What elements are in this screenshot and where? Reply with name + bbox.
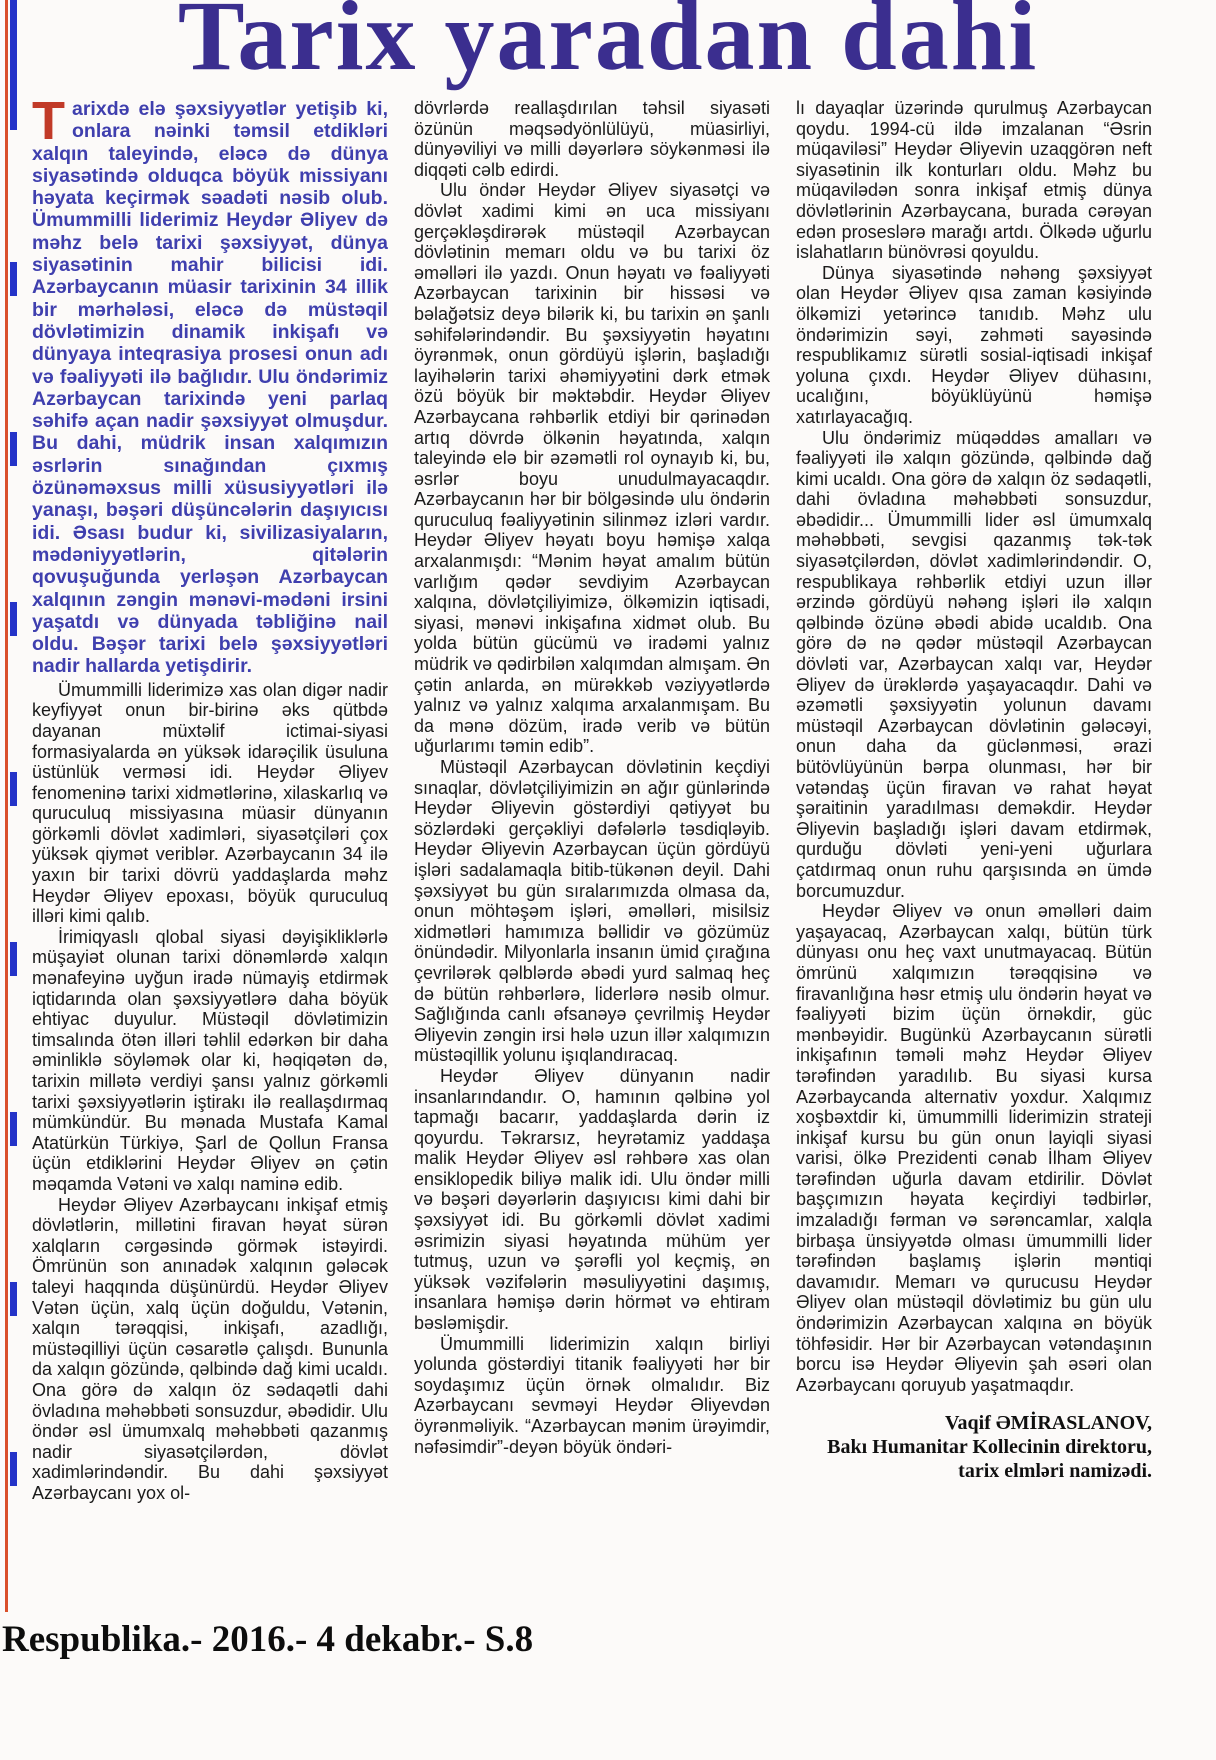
page-edge-blue-bar [10,0,17,130]
column-3 [796,98,1152,1628]
column-2 [414,98,770,1628]
paragraph: İrimiqyaslı qlobal siyasi dəyişikliklərlə müşayiət olunan tarixi dönəmlərdə xalqın mənafeyinə uyğun iradə nümayiş etdirmək iqtidarında olan şəxsiyyətlərə daha böyük ehtiyac duyulur. Müstəqil dövlətimizin timsalında ötən illəri təhlil edərkən bir daha əminliklə söyləmək olar ki, həqiqətən də, tarixin millətə verdiyi şansı yalnız görkəmli tarixi şəxsiyyətlərin iştirakı ilə reallaşdırmaq mümkündür. Bu mənada Mustafa Kamal Atatürkün Türkiyə, Şarl de Qollun Fransa üçün etdiklərini Heydər Əliyev ən çətin məqamda Vətəni və xalqı naminə edib. [32,926,388,1194]
paragraph: Heydər Əliyev və onun əməlləri daim yaşayacaq, Azərbaycan xalqı, bütün türk dünyası onu heç vaxt unutmayacaq. Bütün ömrünü xalqımızın tərəqqisinə və firavanlığına həsr etmiş ulu öndərin həyat və fəaliyyəti bizim üçün örnəkdir, güc mənbəyidir. Bugünkü Azərbaycanın sürətli inkişafının təməli məhz Heydər Əliyev tərəfindən yaradılıb. Bu siyasi kursa Azərbaycanda alternativ yoxdur. Xalqımız xoşbəxtdir ki, ümummilli liderimizin strateji inkişaf kursu bu gün onun layiqli siyasi varisi, ölkə Prezidenti cənab İlham Əliyev tərəfindən uğurla davam etdirilir. Dövlət başçımızın həyata keçirdiyi tədbirlər, imzaladığı fərman və sərəncamlar, xalqla birbaşa ünsiyyətdə olması ümummilli lider tərəfindən başlamış işlərin məntiqi davamıdır. Memarı və qurucusu Heydər Əliyev olan müstəqil dövlətimiz bu gün ulu öndərimizin Azərbaycan xalqına ən böyük töhfəsidir. Hər bir Azərbaycan vətəndaşının borcu isə Heydər Əliyevin şah əsəri olan Azərbaycanı qoruyub yaşatmaqdır. [796,901,1152,1395]
paragraph: Müstəqil Azərbaycan dövlətinin keçdiyi sınaqlar, dövlətçiliyimizin ən ağır günlərində Heydər Əliyevin göstərdiyi qətiyyət bu sözlərdəki gerçəkliyi dəfələrlə təsdiqləyib. Heydər Əliyevin Azərbaycan üçün gördüyü işləri sadalamaqla bitib-tükənən deyil. Dahi şəxsiyyət bu gün sıralarımızda olmasa da, onun möhtəşəm işləri, əməlləri, misilsiz xidmətləri hamımıza bəllidir və gözümüz önündədir. Milyonlarla insanın ümid çırağına çevrilərək qəlblərdə əbədi yurd salmaq heç də bütün rəhbərlərə, liderlərə nəsib olmur. Sağlığında canlı əfsanəyə çevrilmiş Heydər Əliyevin zəngin irsi hələ uzun illər xalqımızın müstəqillik yolunu işıqlandıracaq. [414,757,770,1066]
paragraph: Heydər Əliyev Azərbaycanı inkişaf etmiş dövlətlərin, millətini firavan həyat sürən xalqların cərgəsində görmək istəyirdi. Ömrünün son anınadək xalqının gələcək taleyi haqqında düşünürdü. Heydər Əliyev Vətən üçün, xalq üçün doğuldu, Vətənin, xalqın tərəqqisi, inkişafı, azadlığı, müstəqilliyi üçün cəsarətlə çalışdı. Bununla da xalqın gözündə, qəlbində dağ kimi ucaldı. Ona görə də xalqın öz sədaqətli dahi övladına məhəbbəti sonsuzdur, əbədidir. Ulu öndər əsl ümumxalq məhəbbəti qazanmış nadir siyasətçilərdən, dövlət xadimlərindəndir. Bu dahi şəxsiyyət Azərbaycanı yox ol- [32,1194,388,1503]
author-block [796,1411,1152,1483]
paragraph: Ümummilli liderimizə xas olan digər nadir keyfiyyət onun bir-birinə əks qütbdə dayanan müxtəlif ictimai-siyasi formasiyalarda ən yüksək idarəçilik üsuluna üstünlük verməsi idi. Heydər Əliyev fenomeninə tarixi xidmətlərinə, xilaskarlıq və quruculuq missiyasına müasir dünyanın görkəmli dövlət xadimləri, siyasətçiləri çox yüksək qiymət veriblər. Azərbaycanın 34 ilə yaxın bir tarixi dövrü yaddaşlarda məhz Heydər Əliyev epoxası, böyük quruculuq illəri kimi qalıb. [32,679,388,927]
paragraph: Ulu öndərimiz müqəddəs amalları və fəaliyyəti ilə xalqın gözündə, qəlbində dağ kimi ucaldı. Ona görə də xalqın öz sədaqətli, dahi övladına məhəbbəti sonsuzdur, əbədidir... Ümummilli lider əsl ümumxalq məhəbbəti, sevgisi qazanmış tək-tək siyasətçilərdən, dövlət xadimlərindəndir. O, respublikaya rəhbərlik etdiyi uzun illər ərzində gördüyü nəhəng işləri ilə xalqın qəlbində özünə əbədi abidə ucaldıb. Ona görə də nə qədər müstəqil Azərbaycan dövləti var, Azərbaycan xalqı var, Heydər Əliyev də ürəklərdə yaşayacaqdır. Dahi və əzəmətli şəxsiyyətin yolunun davamı müstəqil Azərbaycan dövlətinin gələcəyi, onun daha da güclənməsi, ərazi bütövlüyünün bərpa olunması, hər bir vətəndaş üçün firavan və rahat həyat şəraitinin yaradılması deməkdir. Heydər Əliyevin başladığı işləri davam etdirmək, qurduğu dövləti yeni-yeni uğurlara çatdırmaq onun ruhu qarşısında ən ümdə borcumuzdur. [796,427,1152,901]
paragraph: Ulu öndər Heydər Əliyev siyasətçi və dövlət xadimi kimi ən uca missiyanı gerçəkləşdirərək müstəqil Azərbaycan dövlətinin memarı oldu və bu tarixi öz əməlləri ilə yazdı. Onun həyatı və fəaliyyəti Azərbaycan tarixinin bir hissəsi və bəlağətsiz deyə bilərik ki, bu tarixin ən şanlı səhifələrindəndir. Bu şəxsiyyətin həyatını öyrənmək, onun gördüyü işlərin, başladığı layihələrin tarixi əhəmiyyətini dərk etmək özü böyük bir məktəbdir. Heydər Əliyev Azərbaycana rəhbərlik etdiyi bir qərinədən artıq dövrdə ölkənin həyatında, xalqın taleyində elə bir əzəmətli rol oynayıb ki, bu, əsrlər boyu unudulmayacaqdır. Azərbaycanın hər bir bölgəsində ulu öndərin quruculuq fəaliyyətinin silinməz izləri vardır. Heydər Əliyev həyatı boyu həmişə xalqa arxalanmışdı: “Mənim həyat amalım bütün varlığım qədər sevdiyim Azərbaycan xalqına, dövlətçiliyimizə, ölkəmizin iqtisadi, siyasi, mənəvi inkişafına xidmət olub. Bu yolda bütün gücümü və iradəmi yalnız müdrik və qədirbilən xalqımdan almışam. Ən çətin anlarda, ən mürəkkəb vəziyyətlərdə yalnız və yalnız xalqıma arxalanmışam. Bu da mənə dözüm, iradə verib və bütün uğurlarımı təmin edib”. [414,180,770,757]
column-1 [32,98,388,1628]
lead-text: arixdə elə şəxsiyyətlər yetişib ki, onlara nəinki təmsil etdikləri xalqın taleyində, eləcə də dünya siyasətində olduqca böyük missiyanı həyata keçirmək səadəti nəsib olub. Ümummilli liderimiz Heydər Əliyev də məhz belə tarixi şəxsiyyət, dünya siyasətinin mahir bilicisi idi. Azərbaycanın müasir tarixinin 34 illik bir mərhələsi, eləcə də müstəqil dövlətimizin dinamik inkişafı və dünyaya inteqrasiya prosesi onun adı və fəaliyyəti ilə bağlıdır. Ulu öndərimiz Azərbaycan tarixində yeni parlaq səhifə açan nadir şəxsiyyət olmuşdur. Bu dahi, müdrik insan xalqımızın əsrlərin sınağından çıxmış özünəməxsus milli xüsusiyyətləri ilə yanaşı, bəşəri düşüncələrin daşıyıcısı idi. Əsası budur ki, sivilizasiyaların, mədəniyyətlərin, qitələrin qovuşuğunda yerləşən Azərbaycan xalqının zəngin mənəvi-mədəni irsini yaşatdı və dünyada təbliğinə nail oldu. Bəşər tarixi belə şəxsiyyətləri nadir hallarda yetişdirir. [32,98,388,678]
lead-paragraph [32,98,388,678]
author-role: Bakı Humanitar Kollecinin direktoru, [827,1436,1152,1459]
page-edge-red-line [5,0,8,1612]
source-citation: Respublika.- 2016.- 4 dekabr.- S.8 [2,1619,534,1660]
page-edge-blue-dashes [10,262,17,1490]
article-title: Tarix yaradan dahi [177,0,1039,91]
paragraph: Dünya siyasətində nəhəng şəxsiyyət olan Heydər Əliyev qısa zaman kəsiyində ölkəmizi yetərincə tanıdıb. Məhz ulu öndərimizin səyi, zəhməti sayəsində respublikamız sürətli sosial-iqtisadi inkişaf yoluna çıxdı. Heydər Əliyev dühasını, ucalığını, böyüklüyünü həmişə xatırlayacağıq. [796,262,1152,427]
paragraph: Ümummilli liderimizin xalqın birliyi yolunda göstərdiyi titanik fəaliyyəti hər bir soydaşımız üçün örnək olmalıdır. Biz Azərbaycanı sevməyi Heydər Əliyevdən öyrənməliyik. “Azərbaycan mənim ürəyimdir, nəfəsimdir”-deyən böyük öndəri- [414,1333,770,1457]
author-name: Vaqif ƏMİRASLANOV, [944,1412,1152,1435]
article-columns [32,98,1152,1628]
drop-cap: T [32,98,65,151]
author-degree: tarix elmləri namizədi. [958,1460,1152,1483]
paragraph-continuation: lı dayaqlar üzərində qurulmuş Azərbaycan qoydu. 1994-cü ildə imzalanan “Əsrin müqaviləsi” Heydər Əliyevin uzaqgörən neft siyasətinin ilk konturları oldu. Məhz bu müqavilədən sonra inkişaf etmiş dünya dövlətlərinin Azərbaycana, burada cərəyan edən proseslərə marağı artdı. Ölkədə uğurlu islahatların bünövrəsi qoyuldu. [796,98,1152,263]
paragraph: Heydər Əliyev dünyanın nadir insanlarındandır. O, hamının qəlbinə yol tapmağı bacarır, yaddaşlarda dərin iz qoyurdu. Təkrarsız, heyrətamiz yaddaşa malik Heydər Əliyev əsl rəhbərə xas olan ensiklopedik biliyə malik idi. Ulu öndər milli və bəşəri dəyərlərin daşıyıcısı kimi dahi bir şəxsiyyət idi. Bu görkəmli dövlət xadimi əsrimizin siyasi həyatında mühüm yer tutmuş, uzun və şərəfli yol keçmiş, ən yüksək vəzifələrin məsuliyyətini daşımış, insanlara həmişə dərin hörmət və ehtiram bəsləmişdir. [414,1065,770,1334]
paragraph-continuation: dövrlərdə reallaşdırılan təhsil siyasəti özünün məqsədyönlülüyü, müasirliyi, dünyəviliyi və milli dəyərlərə söykənməsi ilə diqqəti cəlb edirdi. [414,98,770,180]
